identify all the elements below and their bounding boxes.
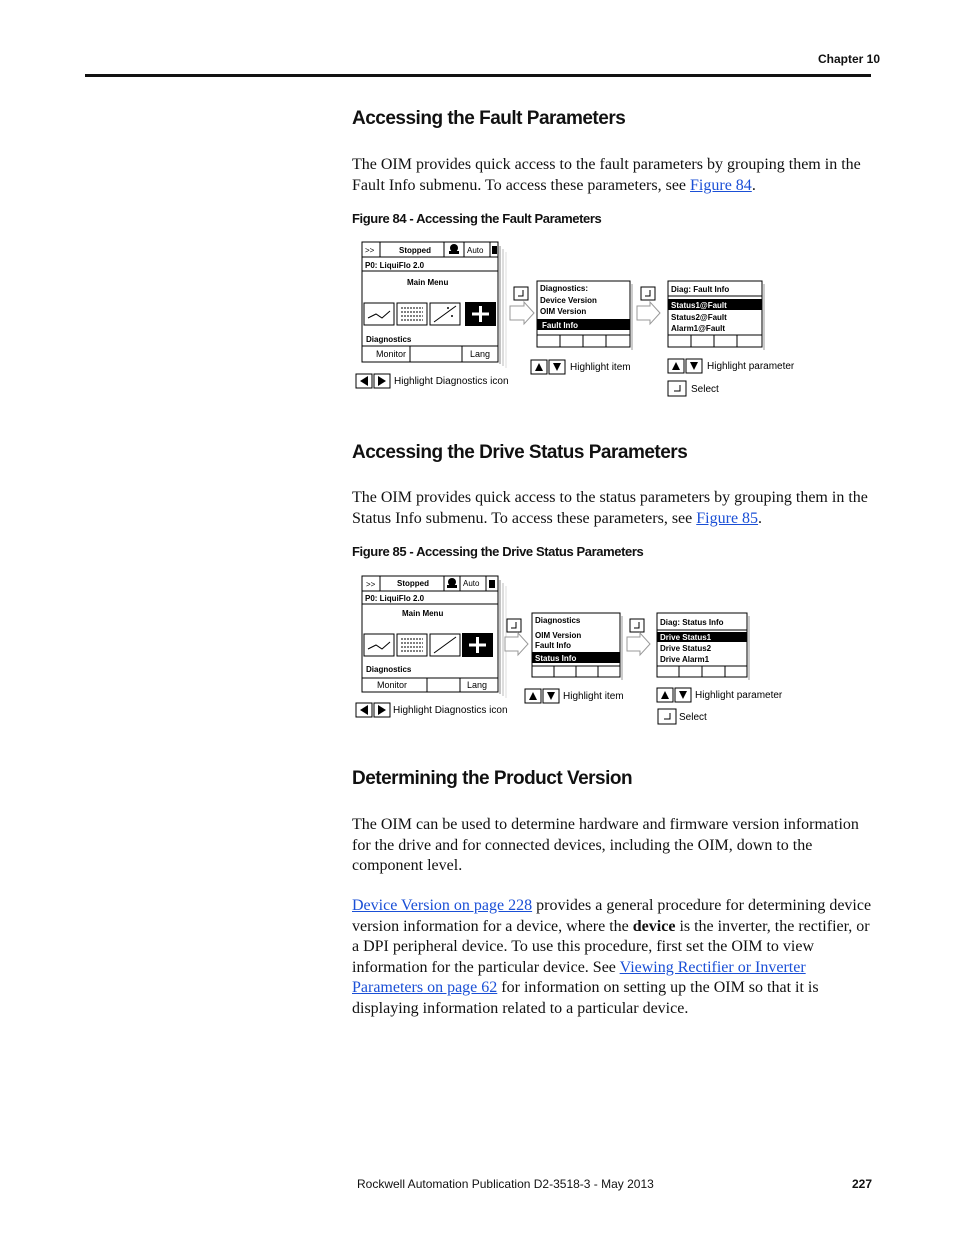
- svg-text:Auto: Auto: [463, 579, 480, 588]
- mode-text: Auto: [467, 246, 484, 255]
- menu-item-selected: Fault Info: [542, 321, 578, 330]
- right-arrow-key-icon: [374, 703, 390, 717]
- figure-84-diagram: [352, 238, 822, 398]
- fault-info-menu-screen: [668, 281, 764, 350]
- menu-item: OIM Version: [540, 307, 587, 316]
- next-arrow-icon: [505, 633, 528, 655]
- param-hint: Highlight parameter: [707, 361, 795, 372]
- status-prefix: >>: [365, 246, 375, 255]
- svg-text:Main Menu: Main Menu: [402, 609, 444, 618]
- page-number: 227: [852, 1177, 873, 1191]
- enter-key-icon: [507, 619, 521, 632]
- up-arrow-key-icon: [525, 689, 541, 703]
- svg-text:Lang: Lang: [467, 680, 488, 690]
- viewing-rectifier-link[interactable]: Viewing Rectifier or Inverter Parameters on page 62: [352, 958, 806, 996]
- enter-key-icon: [514, 287, 528, 300]
- nav-hint: Highlight Diagnostics icon: [394, 376, 509, 387]
- param-item: Alarm1@Fault: [671, 324, 726, 333]
- device-version-link[interactable]: Device Version on page 228: [352, 897, 533, 914]
- menu-title: Diagnostics:: [540, 284, 589, 293]
- section-title-version: Determining the Product Version: [352, 768, 633, 789]
- drive-label: P0: LiquiFlo 2.0: [365, 261, 425, 270]
- status-info-menu-screen: [657, 613, 749, 680]
- next-arrow-icon: [627, 633, 650, 655]
- svg-text:Highlight item: Highlight item: [563, 691, 624, 702]
- softkey-monitor: Monitor: [376, 349, 407, 359]
- figure-85-caption: Figure 85 - Accessing the Drive Status Parameters: [352, 544, 644, 559]
- param-selected: Status1@Fault: [671, 301, 727, 310]
- param-item: Status2@Fault: [671, 313, 727, 322]
- item-hint: Highlight item: [570, 362, 631, 373]
- svg-text:OIM Version: OIM Version: [535, 631, 582, 640]
- section-title-fault: Accessing the Fault Parameters: [352, 108, 626, 129]
- figure-84-link[interactable]: Figure 84: [690, 176, 752, 194]
- up-arrow-key-icon: [668, 359, 684, 373]
- svg-text:Drive Alarm1: Drive Alarm1: [660, 655, 710, 664]
- svg-text:Diag: Status Info: Diag: Status Info: [660, 618, 724, 627]
- figure-84-caption: Figure 84 - Accessing the Fault Parameters: [352, 211, 602, 226]
- softkey-lang: Lang: [470, 349, 491, 359]
- main-menu-label: Main Menu: [407, 278, 449, 287]
- menu-title: Diag: Fault Info: [671, 285, 730, 294]
- paragraph-fault: The OIM provides quick access to the fault parameters by grouping them in the Fault Info submenu. To access these parameters, see Figure 84.: [352, 156, 861, 194]
- status-text: Stopped: [399, 246, 431, 255]
- diagnostics-label: Diagnostics: [366, 335, 412, 344]
- down-arrow-key-icon: [543, 689, 559, 703]
- diagnostics-menu-screen: [537, 281, 632, 350]
- svg-text:Select: Select: [679, 712, 707, 723]
- up-arrow-key-icon: [531, 360, 547, 374]
- svg-text:Drive Status1: Drive Status1: [660, 633, 712, 642]
- oim-main-screen: [362, 242, 506, 368]
- down-arrow-key-icon: [675, 688, 691, 702]
- paragraph-version-procedure: Device Version on page 228 provides a general procedure for determining device version information for a device, where the device is the inverter, the rectifier, or a DPI peripheral device. To use this procedure, first set the OIM to view information for the particular device. See Viewing Rectifier or Inverter Parameters on page 62 for information on setting up the OIM so that it is displaying information related to a particular device.: [352, 897, 872, 1017]
- down-arrow-key-icon: [686, 359, 702, 373]
- svg-text:Diagnostics: Diagnostics: [535, 616, 581, 625]
- nav-hint: Highlight Diagnostics icon: [393, 705, 508, 716]
- footer-publication: Rockwell Automation Publication D2-3518-3 - May 2013: [357, 1177, 654, 1191]
- enter-key-icon: [658, 709, 676, 724]
- svg-text:Status Info: Status Info: [535, 654, 577, 663]
- battery-icon: [489, 580, 495, 588]
- svg-text:Monitor: Monitor: [377, 680, 408, 690]
- svg-text:Diagnostics: Diagnostics: [366, 665, 412, 674]
- down-arrow-key-icon: [549, 360, 565, 374]
- svg-text:P0: LiquiFlo 2.0: P0: LiquiFlo 2.0: [365, 594, 425, 603]
- left-arrow-key-icon: [356, 703, 372, 717]
- parameter-list-icon: [397, 303, 427, 325]
- enter-key-icon: [668, 381, 686, 396]
- svg-text:Fault Info: Fault Info: [535, 641, 571, 650]
- svg-text:Drive Status2: Drive Status2: [660, 644, 712, 653]
- svg-text:Highlight parameter: Highlight parameter: [695, 690, 783, 701]
- figure-85-link[interactable]: Figure 85: [696, 509, 759, 527]
- paragraph-version-intro: The OIM can be used to determine hardware and firmware version information for the drive and for connected devices, including the OIM, down to the component level.: [352, 816, 859, 874]
- up-arrow-key-icon: [657, 688, 673, 702]
- right-arrow-key-icon: [374, 374, 390, 388]
- section-title-status: Accessing the Drive Status Parameters: [352, 442, 688, 463]
- enter-key-icon: [641, 287, 655, 300]
- enter-key-icon: [630, 619, 644, 632]
- battery-icon: [492, 246, 497, 254]
- chapter-label: Chapter 10: [818, 52, 881, 66]
- next-arrow-icon: [637, 302, 660, 324]
- paragraph-status: The OIM provides quick access to the status parameters by grouping them in the Status Info submenu. To access these parameters, see Figure 85.: [352, 489, 868, 527]
- oim-main-screen: [362, 576, 506, 698]
- diagnostics-menu-screen: [532, 613, 622, 680]
- monitor-icon: [364, 634, 394, 656]
- svg-text:Stopped: Stopped: [397, 579, 429, 588]
- parameter-list-icon: [397, 634, 427, 656]
- svg-text:>>: >>: [366, 580, 376, 589]
- figure-85-diagram: [352, 572, 822, 732]
- header-rule: [85, 74, 871, 77]
- left-arrow-key-icon: [356, 374, 372, 388]
- monitor-icon: [364, 303, 394, 325]
- select-hint: Select: [691, 384, 719, 395]
- next-arrow-icon: [510, 302, 534, 324]
- menu-item: Device Version: [540, 296, 597, 305]
